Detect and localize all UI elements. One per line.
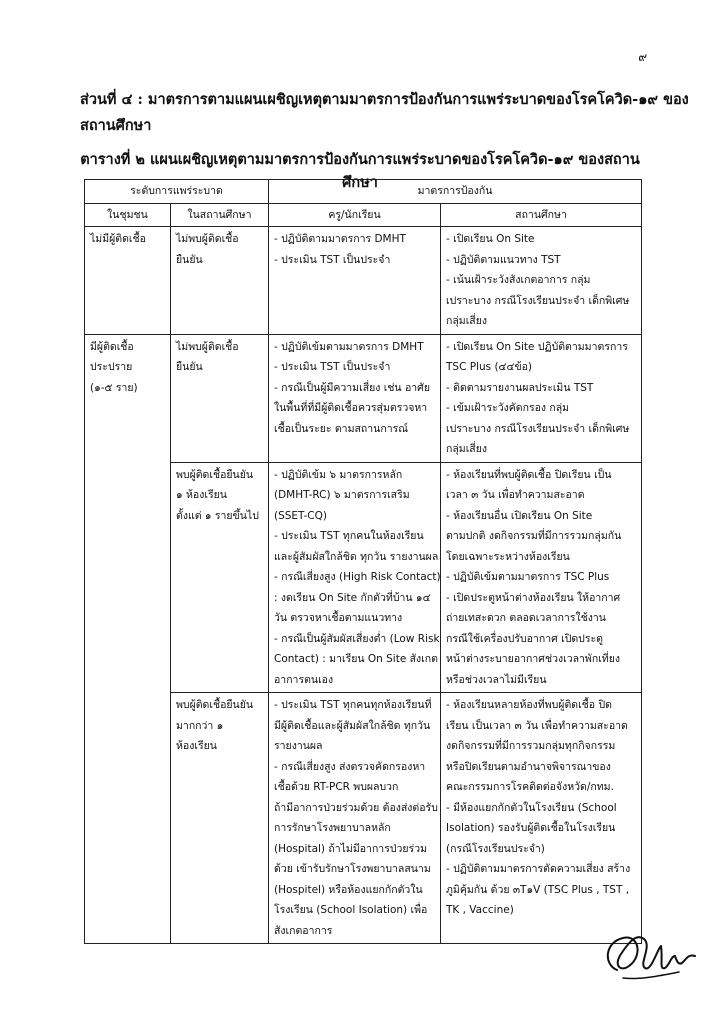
cell-line: พบผู้ติดเชื้อยืนยัน (176, 468, 254, 481)
cell-line: - มีห้องแยกกักตัวในโรงเรียน (School (446, 801, 617, 814)
school-measures-cell (441, 334, 642, 462)
cell-line: - ประเมิน TST ทุกคนในห้องเรียน (274, 530, 424, 542)
header-school-level: ในสถานศึกษา (171, 203, 269, 227)
cell-line: คณะกรรมการโรคติดต่อจังหวัด/กทม. (446, 781, 614, 793)
cell-line: ด้วย เข้ารับรักษาโรงพยาบาลสนาม (274, 863, 431, 875)
cell-line: เปราะบาง กรณีโรงเรียนประจำ เด็กพิเศษ (446, 294, 630, 307)
cell-line: ถ่ายเทสะดวก ตลอดเวลาการใช้งาน (446, 612, 606, 624)
cell-line: ห้องเรียน (176, 740, 217, 752)
cell-line: ไม่มีผู้ติดเชื้อ (90, 233, 146, 245)
teacher-measures-cell (269, 334, 441, 462)
cell-line: ภูมิคุ้มกัน ด้วย ๓T๑V (TSC Plus , TST , (446, 883, 630, 896)
section-title-line: ส่วนที่ ๔ : มาตรการตามแผนเผชิญเหตุตามมาตรการป้องกันการแพร่ระบาดของโรคโควิด-๑๙ ของ (80, 91, 689, 108)
cell-line: ในพื้นที่ที่มีผู้ติดเชื้อควรสุ่มตรวจหา (274, 402, 428, 414)
handwritten-signature (599, 920, 703, 990)
cell-line: กลุ่มเสี่ยง (446, 443, 487, 455)
cell-line: ถ้ามีอาการป่วยร่วมด้วย ต้องส่งต่อรับ (274, 801, 438, 814)
cell-line: การรักษาโรงพยาบาลหลัก (274, 822, 391, 834)
cell-line: - ปฏิบัติเข้มตามมาตรการ DMHT (274, 340, 424, 353)
cell-line: - เน้นเฝ้าระวังสังเกตอาการ กลุ่ม (446, 274, 591, 286)
cell-line: มีผู้ติดเชื้อ (90, 340, 134, 353)
cell-line: - กรณีเป็นผู้สัมผัสเสี่ยงต่ำ (Low Risk (274, 632, 440, 645)
cell-line: TK , Vaccine) (446, 904, 514, 916)
cell-line: กลุ่มเสี่ยง (446, 315, 487, 327)
cell-line: ประปราย (90, 361, 133, 373)
cell-line: - ปฏิบัติเข้มตามมาตรการ TSC Plus (446, 571, 610, 583)
teacher-measures-cell (269, 462, 441, 693)
cell-line: โดยเฉพาะระหว่างห้องเรียน (446, 550, 570, 563)
cell-line: กรณีใช้เครื่องปรับอากาศ เปิดประตู (446, 632, 603, 645)
cell-line: TSC Plus (๔๔ข้อ) (446, 361, 533, 373)
cell-line: - กรณีเป็นผู้มีความเสี่ยง เช่น อาศัย (274, 381, 430, 394)
cell-line: : งดเรียน On Site กักตัวที่บ้าน ๑๔ (274, 591, 431, 604)
school-measures-cell (441, 693, 642, 944)
cell-line: ไม่พบผู้ติดเชื้อ (176, 233, 239, 245)
table-title: ตารางที่ ๒ แผนเผชิญเหตุตามมาตรการป้องกันการแพร่ระบาดของโรคโควิด-๑๙ ของสถานศึกษา (80, 151, 640, 191)
cell-line: (Hospitel) หรือห้องแยกกักตัวใน (274, 883, 423, 896)
cell-line: ตั้งแต่ ๑ รายขึ้นไป (176, 509, 259, 522)
school-measures-cell (441, 462, 642, 693)
header-spread-level: ระดับการแพร่ระบาด (85, 180, 269, 204)
teacher-measures-cell (269, 693, 441, 944)
cell-line: (๑-๕ ราย) (90, 381, 138, 394)
cell-line: (กรณีโรงเรียนประจำ) (446, 842, 545, 855)
header-community: ในชุมชน (85, 203, 171, 227)
cell-line: - ห้องเรียนที่พบผู้ติดเชื้อ ปิดเรียน เป็น (446, 468, 612, 481)
cell-line: ยืนยัน (176, 361, 203, 373)
cell-line: - ประเมิน TST เป็นประจำ (274, 361, 391, 373)
cell-line: พบผู้ติดเชื้อยืนยัน (176, 699, 254, 711)
cell-line: - กรณีเสี่ยงสูง (High Risk Contact) (274, 571, 441, 583)
school-level-cell (171, 693, 269, 944)
cell-line: หน้าต่างระบายอากาศช่วงเวลาพักเที่ยง (446, 653, 620, 665)
section-title-line: สถานศึกษา (80, 117, 152, 134)
header-school: สถานศึกษา (441, 203, 642, 227)
header-teacher-student: ครู/นักเรียน (269, 203, 441, 227)
cell-line: เวลา ๓ วัน เพื่อทำความสะอาด (446, 489, 585, 501)
header-row (85, 180, 642, 204)
cell-line: รายงานผล (274, 740, 323, 752)
cell-line: ๑ ห้องเรียน (176, 489, 227, 501)
cell-line: สังเกตอาการ (274, 924, 333, 937)
subheader-row (85, 203, 642, 227)
cell-line: - ปฏิบัติตามแนวทาง TST (446, 253, 561, 266)
header-prevention: มาตรการป้องกัน (269, 180, 642, 204)
cell-line: - ติดตามรายงานผลประเมิน TST (446, 381, 594, 394)
cell-line: หรือปิดเรียนตามอำนาจพิจารณาของ (446, 760, 611, 773)
cell-line: - ห้องเรียนหลายห้องที่พบผู้ติดเชื้อ ปิด (446, 699, 612, 711)
cell-line: - เข้มเฝ้าระวังคัดกรอง กลุ่ม (446, 402, 570, 414)
school-measures-cell (441, 227, 642, 335)
cell-line: งดกิจกรรมที่มีการรวมกลุ่มทุกกิจกรรม (446, 740, 616, 752)
cell-line: ไม่พบผู้ติดเชื้อ (176, 340, 239, 353)
cell-line: - เปิดเรียน On Site (446, 233, 535, 245)
cell-line: มากกว่า ๑ (176, 719, 224, 732)
page-number: ๙ (638, 50, 647, 64)
cell-line: - ปฏิบัติตามมาตรการ DMHT (274, 233, 406, 245)
cell-line: โรงเรียน (School Isolation) เพื่อ (274, 904, 428, 916)
teacher-measures-cell (269, 227, 441, 335)
section-title (80, 87, 689, 139)
cell-line: - เปิดประตูหน้าต่างห้องเรียน ให้อากาศ (446, 591, 621, 604)
cell-line: เปราะบาง กรณีโรงเรียนประจำ เด็กพิเศษ (446, 422, 630, 435)
cell-line: วัน ตรวจหาเชื้อตามแนวทาง (274, 612, 403, 624)
school-level-cell (171, 462, 269, 693)
table-row (85, 227, 642, 335)
cell-line: - กรณีเสี่ยงสูง ส่งตรวจคัดกรองหา (274, 760, 426, 773)
cell-line: Isolation) รองรับผู้ติดเชื้อในโรงเรียน (446, 822, 616, 834)
table-row (85, 334, 642, 462)
cell-line: (Hospital) ถ้าไม่มีอาการป่วยร่วม (274, 842, 428, 855)
cell-line: มีผู้ติดเชื้อและผู้สัมผัสใกล้ชิด ทุกวัน (274, 719, 431, 732)
cell-line: อาการตนเอง (274, 673, 334, 686)
school-level-cell (171, 334, 269, 462)
cell-line: ยืนยัน (176, 253, 203, 266)
community-cell (85, 334, 171, 944)
cell-line: เชื้อด้วย RT-PCR พบผลบวก (274, 781, 399, 793)
cell-line: หรือช่วงเวลาไม่มีเรียน (446, 673, 547, 686)
cell-line: ตามปกติ งดกิจกรรมที่มีการรวมกลุ่มกัน (446, 530, 622, 542)
cell-line: Contact) : มาเรียน On Site สังเกต (274, 653, 438, 665)
cell-line: เชื้อเป็นระยะ ตามสถานการณ์ (274, 422, 408, 435)
cell-line: - เปิดเรียน On Site ปฏิบัติตามมาตรการ (446, 340, 628, 353)
school-level-cell (171, 227, 269, 335)
cell-line: เรียน เป็นเวลา ๓ วัน เพื่อทำความสะอาด (446, 719, 628, 732)
cell-line: - ห้องเรียนอื่น เปิดเรียน On Site (446, 509, 593, 522)
cell-line: และผู้สัมผัสใกล้ชิด ทุกวัน รายงานผล (274, 550, 439, 563)
community-cell (85, 227, 171, 335)
response-plan-table (84, 179, 642, 944)
cell-line: - ปฏิบัติตามมาตรการตัดความเสี่ยง สร้าง (446, 863, 631, 875)
cell-line: (DMHT-RC) ๖ มาตรการเสริม (274, 489, 410, 501)
cell-line: (SSET-CQ) (274, 509, 327, 522)
cell-line: - ประเมิน TST ทุกคนทุกห้องเรียนที่ (274, 699, 432, 711)
cell-line: - ประเมิน TST เป็นประจำ (274, 253, 391, 266)
cell-line: - ปฏิบัติเข้ม ๖ มาตรการหลัก (274, 468, 403, 481)
